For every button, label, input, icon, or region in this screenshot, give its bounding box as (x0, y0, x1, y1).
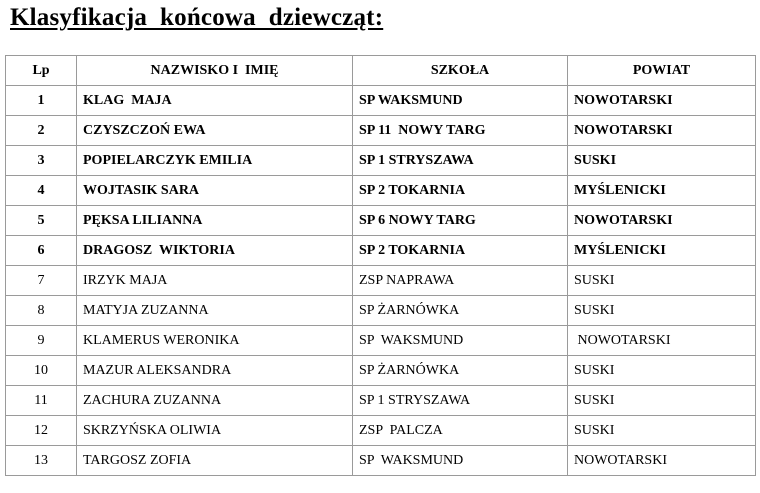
cell-county: SUSKI (568, 146, 756, 176)
cell-name: DRAGOSZ WIKTORIA (77, 236, 353, 266)
cell-school: SP WAKSMUND (353, 86, 568, 116)
header-name: NAZWISKO I IMIĘ (77, 56, 353, 86)
cell-school: SP 11 NOWY TARG (353, 116, 568, 146)
header-lp: Lp (6, 56, 77, 86)
cell-county: NOWOTARSKI (568, 86, 756, 116)
cell-county: SUSKI (568, 296, 756, 326)
table-row (6, 356, 756, 386)
table-row (6, 296, 756, 326)
table-row (6, 206, 756, 236)
cell-school: SP 2 TOKARNIA (353, 236, 568, 266)
table-header-row (6, 56, 756, 86)
cell-name: SKRZYŃSKA OLIWIA (77, 416, 353, 446)
cell-county: MYŚLENICKI (568, 176, 756, 206)
cell-name: CZYSZCZOŃ EWA (77, 116, 353, 146)
cell-county: NOWOTARSKI (568, 206, 756, 236)
cell-school: ZSP NAPRAWA (353, 266, 568, 296)
cell-school: SP ŻARNÓWKA (353, 356, 568, 386)
header-school: SZKOŁA (353, 56, 568, 86)
cell-school: ZSP PALCZA (353, 416, 568, 446)
page-title: Klasyfikacja końcowa dziewcząt: (10, 4, 384, 31)
cell-school: SP 1 STRYSZAWA (353, 386, 568, 416)
cell-lp: 9 (6, 326, 77, 356)
table-row (6, 416, 756, 446)
cell-county: MYŚLENICKI (568, 236, 756, 266)
cell-school: SP WAKSMUND (353, 326, 568, 356)
cell-name: MATYJA ZUZANNA (77, 296, 353, 326)
table-row (6, 386, 756, 416)
cell-school: SP WAKSMUND (353, 446, 568, 476)
cell-lp: 12 (6, 416, 77, 446)
cell-lp: 13 (6, 446, 77, 476)
cell-name: TARGOSZ ZOFIA (77, 446, 353, 476)
cell-county: NOWOTARSKI (568, 446, 756, 476)
cell-lp: 8 (6, 296, 77, 326)
cell-lp: 4 (6, 176, 77, 206)
cell-lp: 10 (6, 356, 77, 386)
table-row (6, 116, 756, 146)
cell-county: SUSKI (568, 416, 756, 446)
cell-county: SUSKI (568, 356, 756, 386)
cell-lp: 5 (6, 206, 77, 236)
cell-name: WOJTASIK SARA (77, 176, 353, 206)
table-row (6, 326, 756, 356)
table-row (6, 236, 756, 266)
cell-school: SP 6 NOWY TARG (353, 206, 568, 236)
cell-lp: 7 (6, 266, 77, 296)
cell-lp: 1 (6, 86, 77, 116)
cell-school: SP ŻARNÓWKA (353, 296, 568, 326)
cell-name: MAZUR ALEKSANDRA (77, 356, 353, 386)
cell-name: KLAMERUS WERONIKA (77, 326, 353, 356)
cell-county: SUSKI (568, 386, 756, 416)
table-row (6, 176, 756, 206)
cell-county: NOWOTARSKI (568, 116, 756, 146)
cell-name: KLAG MAJA (77, 86, 353, 116)
table-row (6, 446, 756, 476)
cell-school: SP 2 TOKARNIA (353, 176, 568, 206)
cell-lp: 11 (6, 386, 77, 416)
table-row (6, 146, 756, 176)
cell-name: PĘKSA LILIANNA (77, 206, 353, 236)
cell-name: IRZYK MAJA (77, 266, 353, 296)
cell-name: ZACHURA ZUZANNA (77, 386, 353, 416)
cell-name: POPIELARCZYK EMILIA (77, 146, 353, 176)
cell-lp: 3 (6, 146, 77, 176)
table-row (6, 266, 756, 296)
cell-school: SP 1 STRYSZAWA (353, 146, 568, 176)
cell-lp: 2 (6, 116, 77, 146)
cell-county: SUSKI (568, 266, 756, 296)
results-table (5, 55, 756, 476)
cell-county: NOWOTARSKI (568, 326, 756, 356)
table-row (6, 86, 756, 116)
cell-lp: 6 (6, 236, 77, 266)
header-county: POWIAT (568, 56, 756, 86)
